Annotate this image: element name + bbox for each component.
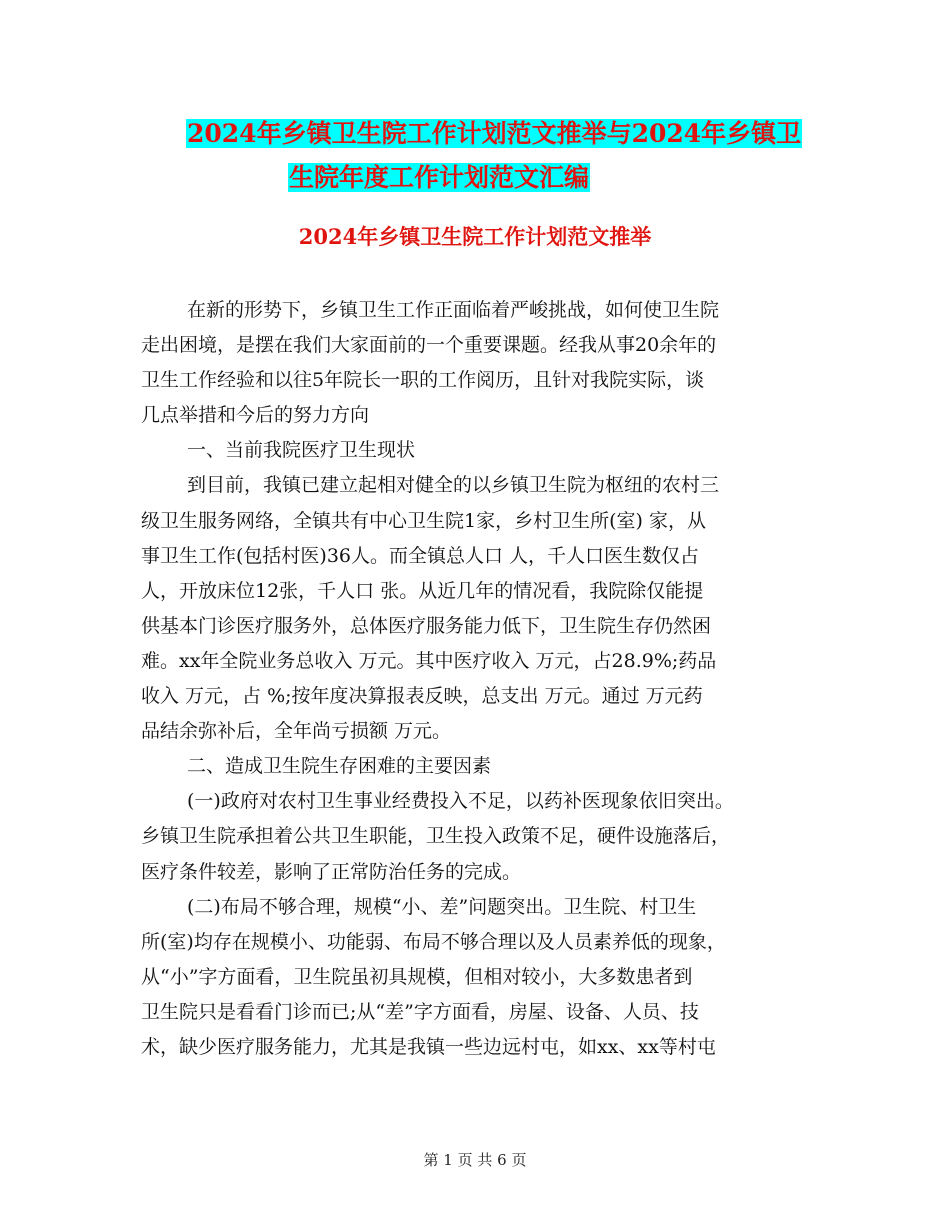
body-heading: 二、造成卫生院生存困难的主要因素 [187, 755, 492, 778]
body-line: 收入 万元，占 %;按年度决算报表反映，总支出 万元。通过 万元药 [141, 685, 703, 708]
section-title: 2024年乡镇卫生院工作计划范文推举 [298, 224, 652, 249]
body-line: 乡镇卫生院承担着公共卫生职能，卫生投入政策不足，硬件设施落后， [141, 825, 731, 848]
document-title [140, 112, 820, 200]
body-line: 在新的形势下，乡镇卫生工作正面临着严峻挑战，如何使卫生院 [187, 299, 720, 321]
document-title-line-1 [140, 112, 820, 156]
body-line: 供基本门诊医疗服务外，总体医疗服务能力低下，卫生院生存仍然困 [141, 614, 712, 637]
body-line: 从“小”字方面看，卫生院虽初具规模，但相对较小，大多数患者到 [141, 965, 693, 988]
body-line: 卫生院只是看看门诊而已;从“差”字方面看，房屋、设备、人员、技 [141, 1000, 699, 1023]
body-line: 几点举措和今后的努力方向 [141, 404, 370, 427]
title-highlight: 生院年度工作计划范文汇编 [289, 163, 590, 192]
page-footer: 第 1 页 共 6 页 [423, 1151, 527, 1169]
title-highlight: 2024年乡镇卫生院工作计划范文推举与2024年乡镇卫 [187, 119, 802, 148]
body-line: 医疗条件较差，影响了正常防治任务的完成。 [141, 860, 522, 883]
body-line: (一)政府对农村卫生事业经费投入不足，以药补医现象依旧突出。 [187, 790, 734, 813]
body-line: 级卫生服务网络，全镇共有中心卫生院1家，乡村卫生所(室) 家，从 [141, 509, 706, 532]
body-line: 所(室)均存在规模小、功能弱、布局不够合理以及人员素养低的现象， [141, 930, 726, 953]
body-heading: 一、当前我院医疗卫生现状 [187, 439, 416, 462]
body-line: 卫生工作经验和以往5年院长一职的工作阅历，且针对我院实际，谈 [141, 369, 705, 392]
document-body [141, 293, 811, 1065]
body-line: 难。xx年全院业务总收入 万元。其中医疗收入 万元，占28.9%;药品 [141, 649, 717, 672]
body-line: (二)布局不够合理，规模“小、差”问题突出。卫生院、村卫生 [187, 895, 697, 918]
body-line: 走出困境，是摆在我们大家面前的一个重要课题。经我从事20余年的 [141, 334, 717, 357]
body-line: 到目前，我镇已建立起相对健全的以乡镇卫生院为枢纽的农村三 [187, 474, 720, 497]
body-line: 品结余弥补后，全年尚亏损额 万元。 [141, 720, 452, 743]
body-line: 术，缺少医疗服务能力，尤其是我镇一些边远村屯，如xx、xx等村屯 [141, 1035, 716, 1058]
document-title-line-2 [140, 156, 820, 200]
body-line: 事卫生工作(包括村医)36人。而全镇总人口 人，千人口医生数仅占 [141, 544, 700, 567]
body-line: 人，开放床位12张，千人口 张。从近几年的情况看，我院除仅能提 [141, 579, 704, 602]
